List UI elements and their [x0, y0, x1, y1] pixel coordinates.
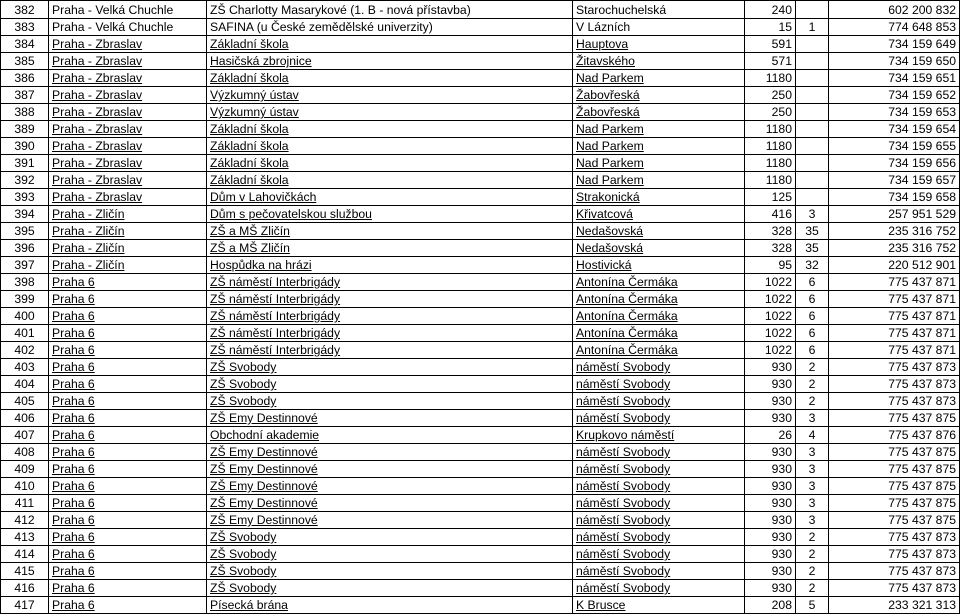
orientation-number-cell: 5 [796, 597, 829, 614]
house-number-cell: 930 [745, 495, 796, 512]
orientation-number-cell: 35 [796, 223, 829, 240]
house-number-cell: 26 [745, 427, 796, 444]
location-cell[interactable]: ZŠ Svobody [207, 376, 573, 393]
house-number-cell: 930 [745, 563, 796, 580]
table-row [1, 172, 960, 189]
row-id-cell: 412 [1, 512, 49, 529]
table-row [1, 138, 960, 155]
street-cell[interactable]: náměstí Svobody [573, 410, 745, 427]
house-number-cell: 930 [745, 461, 796, 478]
house-number-cell: 1022 [745, 325, 796, 342]
orientation-number-cell: 6 [796, 342, 829, 359]
phone-cell: 775 437 875 [829, 444, 960, 461]
orientation-number-cell [796, 70, 829, 87]
orientation-number-cell: 32 [796, 257, 829, 274]
orientation-number-cell: 2 [796, 376, 829, 393]
house-number-cell: 1022 [745, 308, 796, 325]
phone-cell: 774 648 853 [829, 19, 960, 36]
location-cell: SAFINA (u České zemědělské univerzity) [207, 19, 573, 36]
district-cell[interactable]: Praha - Zličín [49, 240, 207, 257]
location-cell[interactable]: ZŠ náměstí Interbrigády [207, 291, 573, 308]
row-id-cell: 396 [1, 240, 49, 257]
phone-cell: 775 437 873 [829, 376, 960, 393]
location-cell[interactable]: ZŠ Emy Destinnové [207, 495, 573, 512]
house-number-cell: 1180 [745, 155, 796, 172]
street-cell[interactable]: náměstí Svobody [573, 359, 745, 376]
street-cell[interactable]: Nedašovská [573, 223, 745, 240]
district-cell[interactable]: Praha - Zbraslav [49, 53, 207, 70]
location-cell[interactable]: ZŠ Svobody [207, 393, 573, 410]
row-id-cell: 392 [1, 172, 49, 189]
location-cell[interactable]: ZŠ a MŠ Zličín [207, 223, 573, 240]
house-number-cell: 1022 [745, 342, 796, 359]
phone-cell: 775 437 871 [829, 274, 960, 291]
house-number-cell: 250 [745, 104, 796, 121]
location-cell[interactable]: Základní škola [207, 121, 573, 138]
table-row [1, 274, 960, 291]
house-number-cell: 930 [745, 393, 796, 410]
phone-cell: 775 437 871 [829, 291, 960, 308]
row-id-cell: 413 [1, 529, 49, 546]
orientation-number-cell: 2 [796, 546, 829, 563]
street-cell[interactable]: Antonína Čermáka [573, 308, 745, 325]
district-cell[interactable]: Praha - Zbraslav [49, 155, 207, 172]
location-cell[interactable]: Hasičská zbrojnice [207, 53, 573, 70]
row-id-cell: 388 [1, 104, 49, 121]
location-cell[interactable]: ZŠ a MŠ Zličín [207, 240, 573, 257]
phone-cell: 734 159 656 [829, 155, 960, 172]
row-id-cell: 391 [1, 155, 49, 172]
location-cell[interactable]: Dům s pečovatelskou službou [207, 206, 573, 223]
orientation-number-cell [796, 104, 829, 121]
table-row [1, 19, 960, 36]
orientation-number-cell [796, 121, 829, 138]
district-cell[interactable]: Praha - Zbraslav [49, 138, 207, 155]
row-id-cell: 397 [1, 257, 49, 274]
location-cell[interactable]: Základní škola [207, 172, 573, 189]
table-row [1, 240, 960, 257]
location-cell[interactable]: ZŠ Emy Destinnové [207, 461, 573, 478]
district-cell[interactable]: Praha - Zbraslav [49, 70, 207, 87]
street-cell[interactable]: Žabovřeská [573, 87, 745, 104]
table-row [1, 121, 960, 138]
location-cell[interactable]: ZŠ náměstí Interbrigády [207, 274, 573, 291]
street-cell[interactable]: Antonína Čermáka [573, 291, 745, 308]
street-cell[interactable]: náměstí Svobody [573, 444, 745, 461]
house-number-cell: 930 [745, 580, 796, 597]
row-id-cell: 405 [1, 393, 49, 410]
house-number-cell: 250 [745, 87, 796, 104]
location-cell[interactable]: ZŠ Emy Destinnové [207, 444, 573, 461]
table-row [1, 206, 960, 223]
row-id-cell: 403 [1, 359, 49, 376]
location-cell[interactable]: Základní škola [207, 70, 573, 87]
house-number-cell: 930 [745, 546, 796, 563]
house-number-cell: 1180 [745, 70, 796, 87]
table-row [1, 546, 960, 563]
district-cell[interactable]: Praha 6 [49, 563, 207, 580]
table-row [1, 308, 960, 325]
row-id-cell: 389 [1, 121, 49, 138]
orientation-number-cell: 4 [796, 427, 829, 444]
row-id-cell: 400 [1, 308, 49, 325]
phone-cell: 775 437 875 [829, 410, 960, 427]
district-cell[interactable]: Praha 6 [49, 291, 207, 308]
street-cell[interactable]: náměstí Svobody [573, 563, 745, 580]
district-cell[interactable]: Praha - Zličín [49, 223, 207, 240]
table-row [1, 410, 960, 427]
phone-cell: 734 159 654 [829, 121, 960, 138]
table-row [1, 189, 960, 206]
district-cell[interactable]: Praha 6 [49, 325, 207, 342]
street-cell[interactable]: náměstí Svobody [573, 393, 745, 410]
orientation-number-cell: 3 [796, 495, 829, 512]
street-cell[interactable]: náměstí Svobody [573, 546, 745, 563]
location-cell[interactable]: Základní škola [207, 138, 573, 155]
row-id-cell: 386 [1, 70, 49, 87]
house-number-cell: 591 [745, 36, 796, 53]
table-row [1, 597, 960, 614]
orientation-number-cell [796, 138, 829, 155]
district-cell[interactable]: Praha 6 [49, 376, 207, 393]
phone-cell: 257 951 529 [829, 206, 960, 223]
district-cell[interactable]: Praha 6 [49, 580, 207, 597]
orientation-number-cell: 3 [796, 461, 829, 478]
house-number-cell: 930 [745, 410, 796, 427]
phone-cell: 775 437 876 [829, 427, 960, 444]
location-cell[interactable]: ZŠ Svobody [207, 359, 573, 376]
street-cell[interactable]: náměstí Svobody [573, 461, 745, 478]
district-cell[interactable]: Praha - Zbraslav [49, 36, 207, 53]
district-cell[interactable]: Praha 6 [49, 495, 207, 512]
location-cell[interactable]: ZŠ Svobody [207, 580, 573, 597]
table-body [1, 1, 960, 614]
row-id-cell: 390 [1, 138, 49, 155]
phone-cell: 775 437 875 [829, 461, 960, 478]
phone-cell: 775 437 875 [829, 512, 960, 529]
table-row [1, 325, 960, 342]
phone-cell: 233 321 313 [829, 597, 960, 614]
street-cell[interactable]: Nad Parkem [573, 138, 745, 155]
table-row [1, 1, 960, 19]
location-cell[interactable]: Základní škola [207, 36, 573, 53]
orientation-number-cell: 6 [796, 291, 829, 308]
district-cell[interactable]: Praha - Zbraslav [49, 172, 207, 189]
location-cell[interactable]: Hospůdka na hrázi [207, 257, 573, 274]
street-cell: Starochuchelská [573, 1, 745, 19]
row-id-cell: 398 [1, 274, 49, 291]
district-cell[interactable]: Praha 6 [49, 308, 207, 325]
row-id-cell: 407 [1, 427, 49, 444]
table-row [1, 155, 960, 172]
house-number-cell: 930 [745, 512, 796, 529]
row-id-cell: 401 [1, 325, 49, 342]
district-cell[interactable]: Praha 6 [49, 512, 207, 529]
street-cell[interactable]: Žitavského [573, 53, 745, 70]
row-id-cell: 404 [1, 376, 49, 393]
district-cell[interactable]: Praha - Zličín [49, 206, 207, 223]
table-row [1, 359, 960, 376]
table-row [1, 495, 960, 512]
street-cell[interactable]: Nedašovská [573, 240, 745, 257]
location-cell[interactable]: ZŠ Svobody [207, 529, 573, 546]
orientation-number-cell [796, 172, 829, 189]
district-cell[interactable]: Praha 6 [49, 359, 207, 376]
district-cell[interactable]: Praha - Zbraslav [49, 121, 207, 138]
orientation-number-cell: 2 [796, 529, 829, 546]
location-cell[interactable]: ZŠ Emy Destinnové [207, 512, 573, 529]
district-cell: Praha - Velká Chuchle [49, 1, 207, 19]
orientation-number-cell: 35 [796, 240, 829, 257]
house-number-cell: 930 [745, 376, 796, 393]
orientation-number-cell: 3 [796, 410, 829, 427]
table-row [1, 478, 960, 495]
phone-cell: 775 437 871 [829, 308, 960, 325]
district-cell: Praha - Velká Chuchle [49, 19, 207, 36]
house-number-cell: 1022 [745, 274, 796, 291]
orientation-number-cell [796, 53, 829, 70]
table-row [1, 36, 960, 53]
district-cell[interactable]: Praha 6 [49, 444, 207, 461]
house-number-cell: 208 [745, 597, 796, 614]
location-cell[interactable]: Dům v Lahovičkách [207, 189, 573, 206]
street-cell[interactable]: Antonína Čermáka [573, 325, 745, 342]
row-id-cell: 408 [1, 444, 49, 461]
street-cell[interactable]: Krupkovo náměstí [573, 427, 745, 444]
phone-cell: 775 437 873 [829, 359, 960, 376]
row-id-cell: 417 [1, 597, 49, 614]
orientation-number-cell: 2 [796, 563, 829, 580]
row-id-cell: 387 [1, 87, 49, 104]
phone-cell: 602 200 832 [829, 1, 960, 19]
orientation-number-cell: 3 [796, 478, 829, 495]
orientation-number-cell [796, 155, 829, 172]
orientation-number-cell: 3 [796, 206, 829, 223]
location-cell[interactable]: ZŠ Emy Destinnové [207, 478, 573, 495]
location-cell[interactable]: Výzkumný ústav [207, 104, 573, 121]
phone-cell: 734 159 649 [829, 36, 960, 53]
street-cell[interactable]: K Brusce [573, 597, 745, 614]
table-row [1, 291, 960, 308]
phone-cell: 734 159 652 [829, 87, 960, 104]
house-number-cell: 125 [745, 189, 796, 206]
phone-cell: 734 159 651 [829, 70, 960, 87]
location-cell[interactable]: Výzkumný ústav [207, 87, 573, 104]
phone-cell: 734 159 650 [829, 53, 960, 70]
district-cell[interactable]: Praha 6 [49, 342, 207, 359]
house-number-cell: 930 [745, 529, 796, 546]
house-number-cell: 571 [745, 53, 796, 70]
street-cell[interactable]: Nad Parkem [573, 172, 745, 189]
district-cell[interactable]: Praha 6 [49, 393, 207, 410]
orientation-number-cell [796, 189, 829, 206]
phone-cell: 734 159 655 [829, 138, 960, 155]
row-id-cell: 383 [1, 19, 49, 36]
street-cell[interactable]: náměstí Svobody [573, 376, 745, 393]
orientation-number-cell: 3 [796, 444, 829, 461]
district-cell[interactable]: Praha - Zbraslav [49, 87, 207, 104]
district-cell[interactable]: Praha - Zličín [49, 257, 207, 274]
row-id-cell: 395 [1, 223, 49, 240]
table-row [1, 70, 960, 87]
row-id-cell: 394 [1, 206, 49, 223]
location-cell[interactable]: Obchodní akademie [207, 427, 573, 444]
district-cell[interactable]: Praha 6 [49, 546, 207, 563]
phone-cell: 775 437 875 [829, 495, 960, 512]
phone-cell: 775 437 871 [829, 325, 960, 342]
table-row [1, 393, 960, 410]
orientation-number-cell: 2 [796, 359, 829, 376]
location-cell[interactable]: ZŠ Emy Destinnové [207, 410, 573, 427]
table-row [1, 444, 960, 461]
orientation-number-cell: 6 [796, 325, 829, 342]
phone-cell: 734 159 658 [829, 189, 960, 206]
row-id-cell: 393 [1, 189, 49, 206]
house-number-cell: 1180 [745, 121, 796, 138]
phone-cell: 775 437 873 [829, 529, 960, 546]
table-row [1, 257, 960, 274]
location-cell[interactable]: Základní škola [207, 155, 573, 172]
row-id-cell: 416 [1, 580, 49, 597]
district-cell[interactable]: Praha 6 [49, 461, 207, 478]
row-id-cell: 411 [1, 495, 49, 512]
street-cell: V Lázních [573, 19, 745, 36]
row-id-cell: 382 [1, 1, 49, 19]
orientation-number-cell: 1 [796, 19, 829, 36]
row-id-cell: 399 [1, 291, 49, 308]
location-cell[interactable]: ZŠ Svobody [207, 563, 573, 580]
house-number-cell: 930 [745, 359, 796, 376]
row-id-cell: 402 [1, 342, 49, 359]
phone-cell: 775 437 871 [829, 342, 960, 359]
phone-cell: 775 437 873 [829, 393, 960, 410]
row-id-cell: 406 [1, 410, 49, 427]
orientation-number-cell: 6 [796, 274, 829, 291]
phone-cell: 775 437 873 [829, 546, 960, 563]
district-cell[interactable]: Praha 6 [49, 427, 207, 444]
house-number-cell: 1180 [745, 172, 796, 189]
house-number-cell: 328 [745, 223, 796, 240]
table-row [1, 512, 960, 529]
table-row [1, 376, 960, 393]
orientation-number-cell: 2 [796, 580, 829, 597]
street-cell[interactable]: Hauptova [573, 36, 745, 53]
location-cell[interactable]: ZŠ náměstí Interbrigády [207, 308, 573, 325]
phone-cell: 734 159 657 [829, 172, 960, 189]
orientation-number-cell: 3 [796, 512, 829, 529]
table-row [1, 580, 960, 597]
table-row [1, 223, 960, 240]
table-row [1, 563, 960, 580]
orientation-number-cell: 6 [796, 308, 829, 325]
location-cell[interactable]: ZŠ náměstí Interbrigády [207, 342, 573, 359]
house-number-cell: 1180 [745, 138, 796, 155]
phone-cell: 775 437 875 [829, 478, 960, 495]
row-id-cell: 410 [1, 478, 49, 495]
table-row [1, 461, 960, 478]
street-cell[interactable]: Nad Parkem [573, 155, 745, 172]
row-id-cell: 414 [1, 546, 49, 563]
house-number-cell: 930 [745, 478, 796, 495]
orientation-number-cell [796, 36, 829, 53]
row-id-cell: 409 [1, 461, 49, 478]
street-cell[interactable]: Strakonická [573, 189, 745, 206]
street-cell[interactable]: náměstí Svobody [573, 512, 745, 529]
street-cell[interactable]: Žabovřeská [573, 104, 745, 121]
street-cell[interactable]: Antonína Čermáka [573, 274, 745, 291]
orientation-number-cell [796, 1, 829, 19]
house-number-cell: 1022 [745, 291, 796, 308]
street-cell[interactable]: náměstí Svobody [573, 580, 745, 597]
house-number-cell: 328 [745, 240, 796, 257]
row-id-cell: 415 [1, 563, 49, 580]
table-row [1, 427, 960, 444]
street-cell[interactable]: Antonína Čermáka [573, 342, 745, 359]
house-number-cell: 930 [745, 444, 796, 461]
district-cell[interactable]: Praha - Zbraslav [49, 104, 207, 121]
phone-cell: 235 316 752 [829, 223, 960, 240]
district-cell[interactable]: Praha 6 [49, 478, 207, 495]
phone-cell: 775 437 873 [829, 580, 960, 597]
phone-cell: 235 316 752 [829, 240, 960, 257]
house-number-cell: 95 [745, 257, 796, 274]
street-cell[interactable]: náměstí Svobody [573, 529, 745, 546]
phone-cell: 775 437 873 [829, 563, 960, 580]
house-number-cell: 240 [745, 1, 796, 19]
location-cell: ZŠ Charlotty Masarykové (1. B - nová přístavba) [207, 1, 573, 19]
table-row [1, 104, 960, 121]
table-row [1, 87, 960, 104]
district-cell[interactable]: Praha 6 [49, 597, 207, 614]
street-cell[interactable]: náměstí Svobody [573, 495, 745, 512]
location-cell[interactable]: Písecká brána [207, 597, 573, 614]
phone-cell: 734 159 653 [829, 104, 960, 121]
house-number-cell: 416 [745, 206, 796, 223]
street-cell[interactable]: Hostivická [573, 257, 745, 274]
district-cell[interactable]: Praha 6 [49, 274, 207, 291]
row-id-cell: 385 [1, 53, 49, 70]
street-cell[interactable]: Nad Parkem [573, 70, 745, 87]
table-row [1, 342, 960, 359]
table-row [1, 529, 960, 546]
district-cell[interactable]: Praha 6 [49, 529, 207, 546]
location-cell[interactable]: ZŠ náměstí Interbrigády [207, 325, 573, 342]
district-cell[interactable]: Praha - Zbraslav [49, 189, 207, 206]
street-cell[interactable]: náměstí Svobody [573, 478, 745, 495]
location-cell[interactable]: ZŠ Svobody [207, 546, 573, 563]
orientation-number-cell [796, 87, 829, 104]
orientation-number-cell: 2 [796, 393, 829, 410]
phone-cell: 220 512 901 [829, 257, 960, 274]
table-row [1, 53, 960, 70]
row-id-cell: 384 [1, 36, 49, 53]
street-cell[interactable]: Nad Parkem [573, 121, 745, 138]
street-cell[interactable]: Křivatcová [573, 206, 745, 223]
district-cell[interactable]: Praha 6 [49, 410, 207, 427]
house-number-cell: 15 [745, 19, 796, 36]
